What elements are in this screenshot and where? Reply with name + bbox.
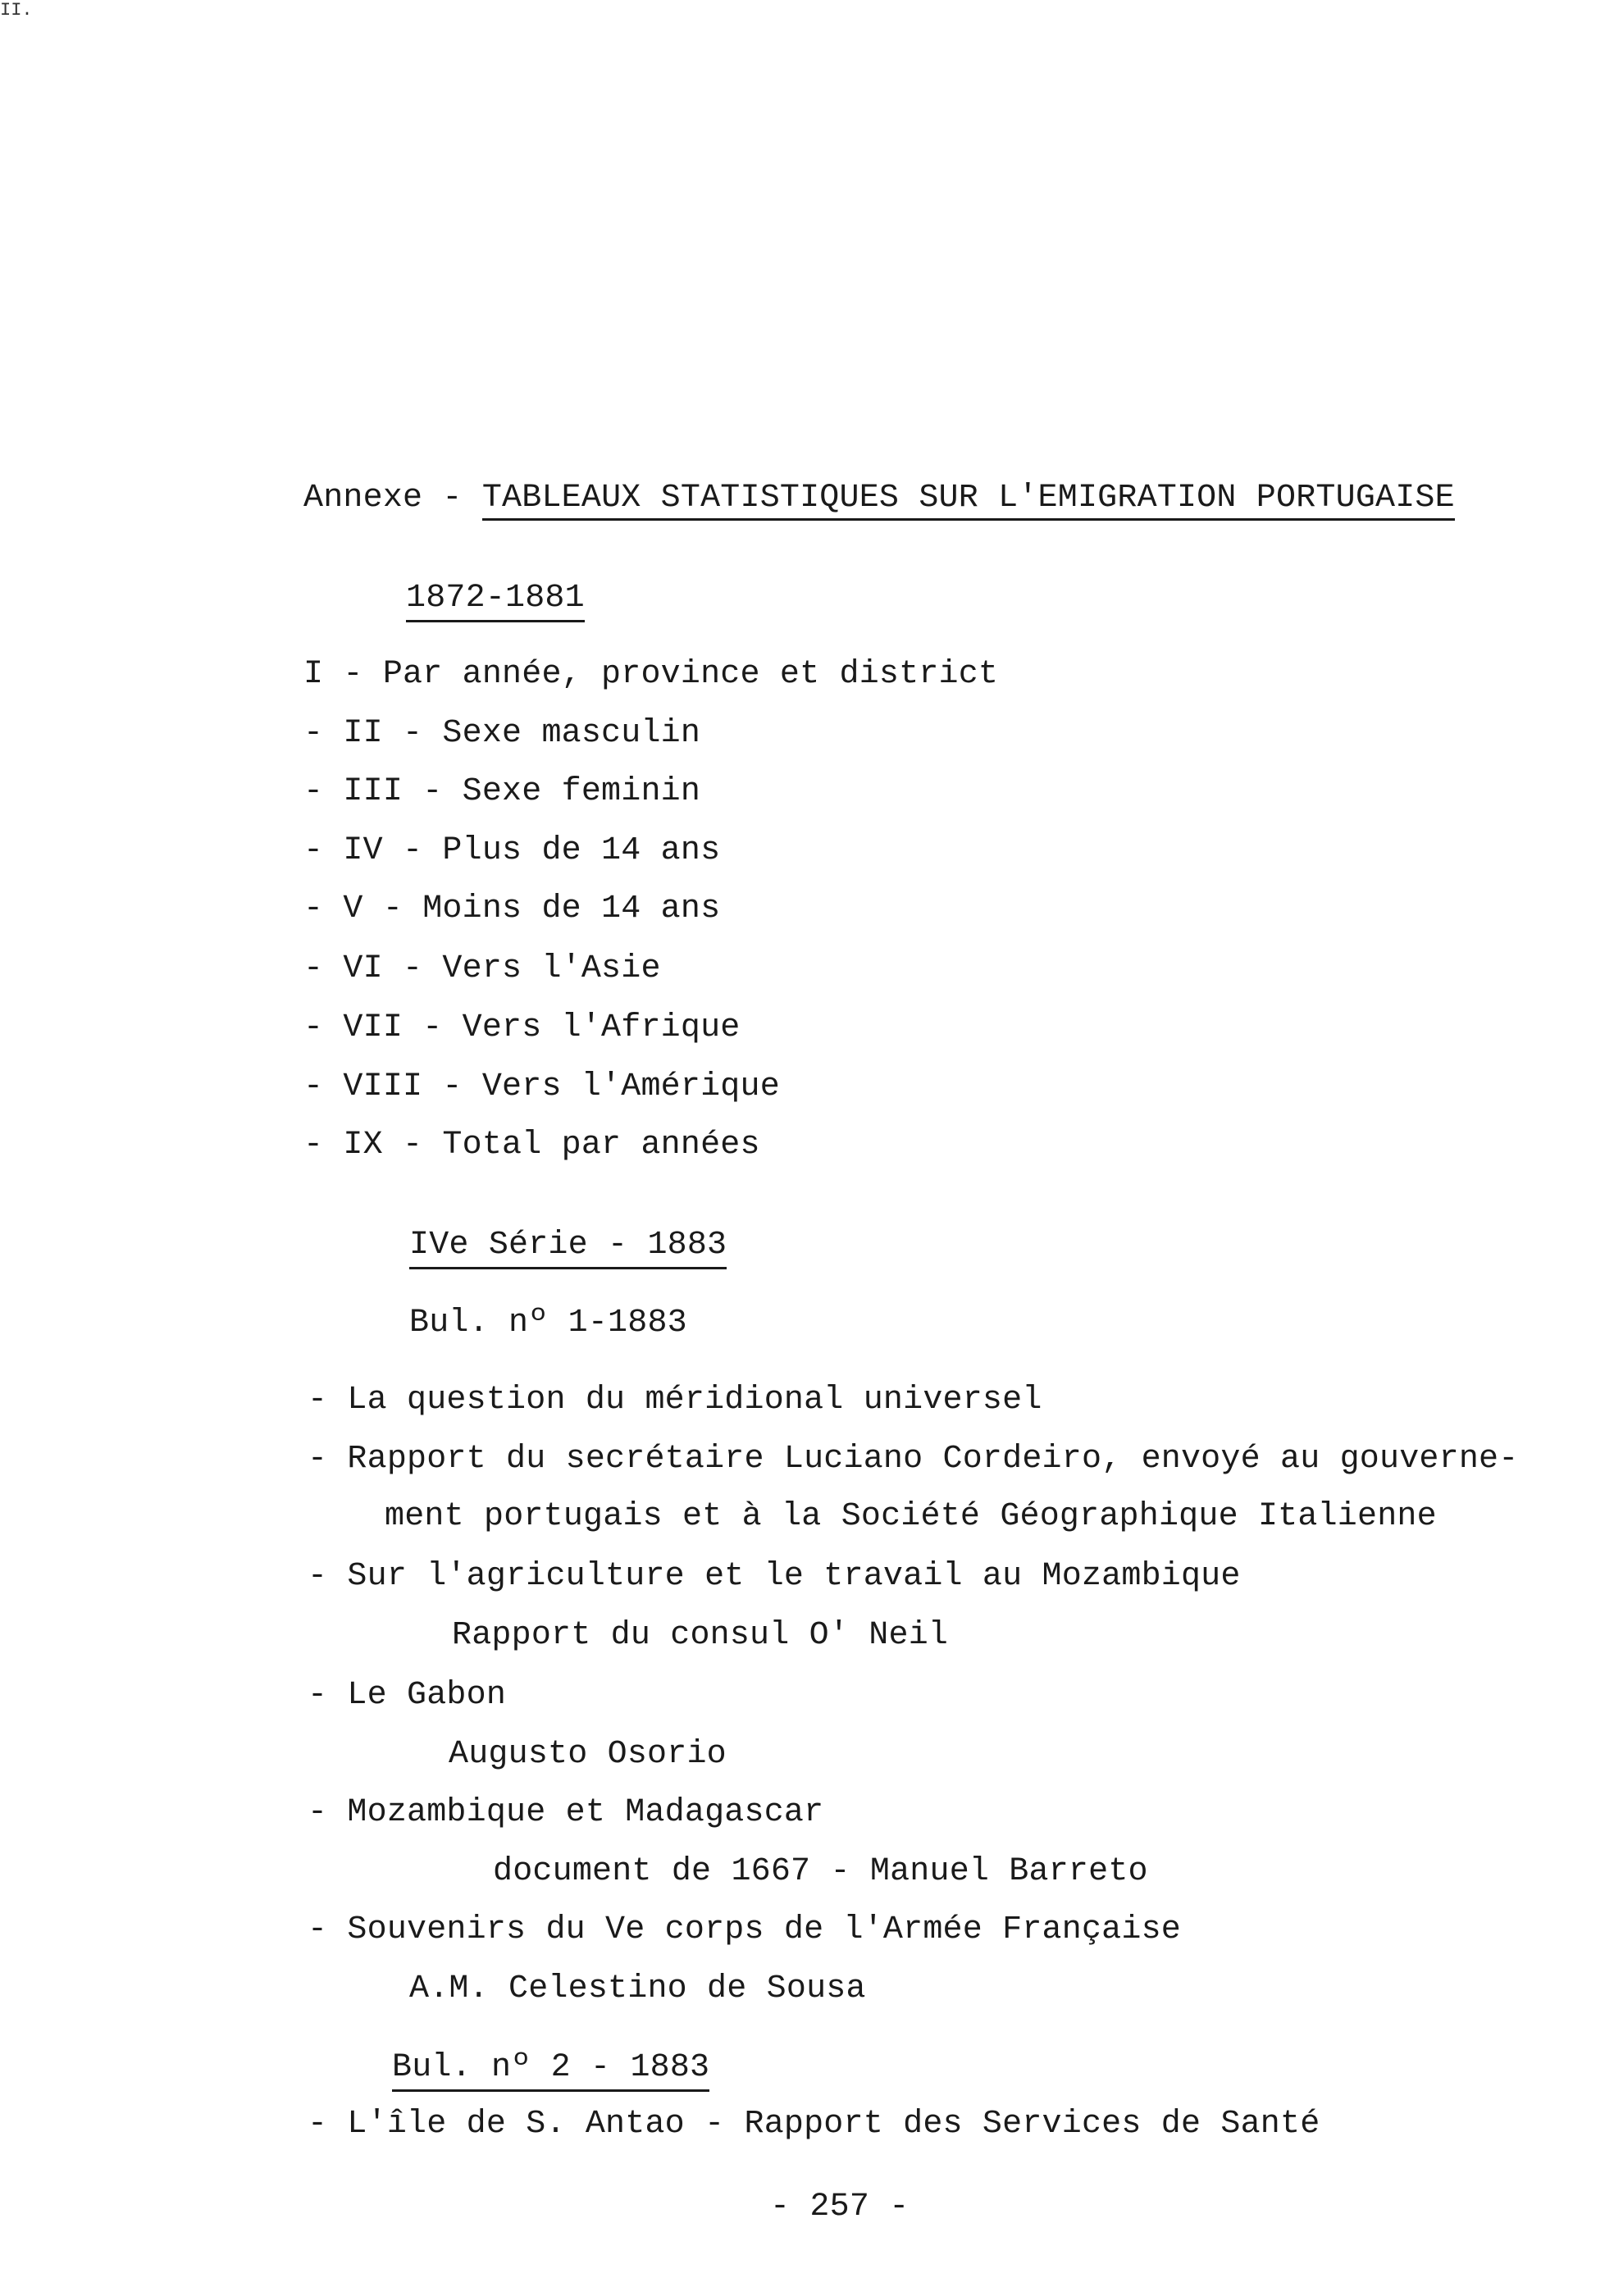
list-item-author: document de 1667 - Manuel Barreto (493, 1853, 1148, 1890)
list-item: - Le Gabon (308, 1677, 507, 1714)
list-item: - VIII - Vers l'Amérique (303, 1068, 780, 1105)
list-item: - Souvenirs du Ve corps de l'Armée Française (308, 1911, 1181, 1948)
bulletin-heading: Bul. nº 1-1883 (409, 1305, 687, 1342)
list-item: - La question du méridional universel (308, 1382, 1042, 1419)
annex-title: TABLEAUX STATISTIQUES SUR L'EMIGRATION PORTUGAISE (482, 480, 1455, 521)
list-item: - VII - Vers l'Afrique (303, 1009, 741, 1046)
annex-heading (303, 479, 1455, 518)
list-item: - Rapport du secrétaire Luciano Cordeiro, envoyé au gouverne- (308, 1441, 1519, 1478)
list-item: I - Par année, province et district (303, 656, 999, 693)
list-item: - III - Sexe feminin (303, 773, 701, 810)
list-item: - Sur l'agriculture et le travail au Mozambique (308, 1558, 1241, 1595)
list-item: - Mozambique et Madagascar (308, 1794, 824, 1831)
list-item: - II - Sexe masculin (303, 715, 701, 752)
corner-mark: II. (0, 0, 33, 20)
list-item-continuation: ment portugais et à la Société Géographique Italienne (385, 1498, 1437, 1535)
list-item: - L'île de S. Antao - Rapport des Services de Santé (308, 2106, 1320, 2143)
list-item: - IV - Plus de 14 ans (303, 832, 721, 869)
list-item-author: Augusto Osorio (449, 1736, 727, 1773)
annex-prefix: Annexe - (303, 480, 482, 517)
list-item: - IX - Total par années (303, 1127, 760, 1164)
list-item: - V - Moins de 14 ans (303, 891, 721, 927)
list-item-author: Rapport du consul O' Neil (452, 1617, 949, 1654)
section-heading-1872: 1872-1881 (406, 579, 585, 622)
page-number: - 257 - (770, 2189, 910, 2225)
list-item: - VI - Vers l'Asie (303, 950, 661, 987)
list-item-author: A.M. Celestino de Sousa (409, 1970, 866, 2007)
section-heading-serie: IVe Série - 1883 (409, 1226, 727, 1269)
bulletin-heading-2: Bul. nº 2 - 1883 (392, 2048, 709, 2092)
